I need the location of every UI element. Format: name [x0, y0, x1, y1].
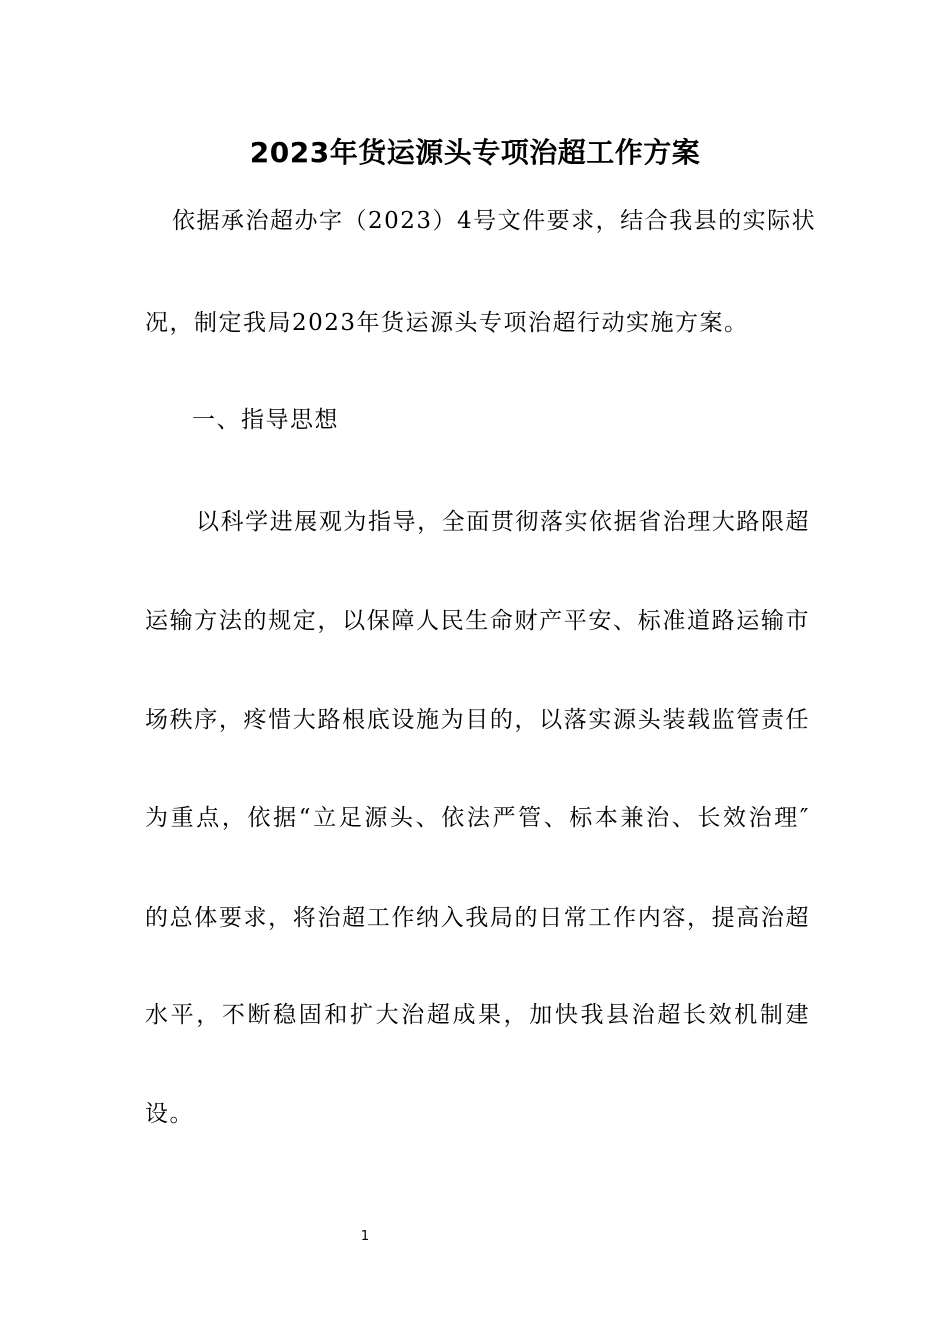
body-line-3: 场秩序，疼惜大路根底设施为目的，以落实源头装载监管责任: [145, 707, 810, 733]
page-number: 1: [360, 1229, 370, 1244]
section-heading: 一、指导思想: [192, 407, 339, 433]
document-title: 2023年货运源头专项治超工作方案: [249, 136, 701, 169]
intro-line-1: 依据承治超办字（2023）4号文件要求，结合我县的实际状: [172, 208, 817, 234]
intro-line-2: 况，制定我局2023年货运源头专项治超行动实施方案。: [145, 310, 749, 336]
body-line-1: 以科学进展观为指导，全面贯彻落实依据省治理大路限超: [196, 509, 810, 535]
body-line-4: 为重点，依据“立足源头、依法严管、标本兼治、长效治理″: [145, 805, 810, 831]
body-line-7: 设。: [145, 1101, 194, 1127]
body-line-5: 的总体要求，将治超工作纳入我局的日常工作内容，提高治超: [145, 905, 810, 931]
body-line-2: 运输方法的规定，以保障人民生命财产平安、标准道路运输市: [145, 608, 810, 634]
body-line-6: 水平，不断稳固和扩大治超成果，加快我县治超长效机制建: [145, 1002, 810, 1028]
